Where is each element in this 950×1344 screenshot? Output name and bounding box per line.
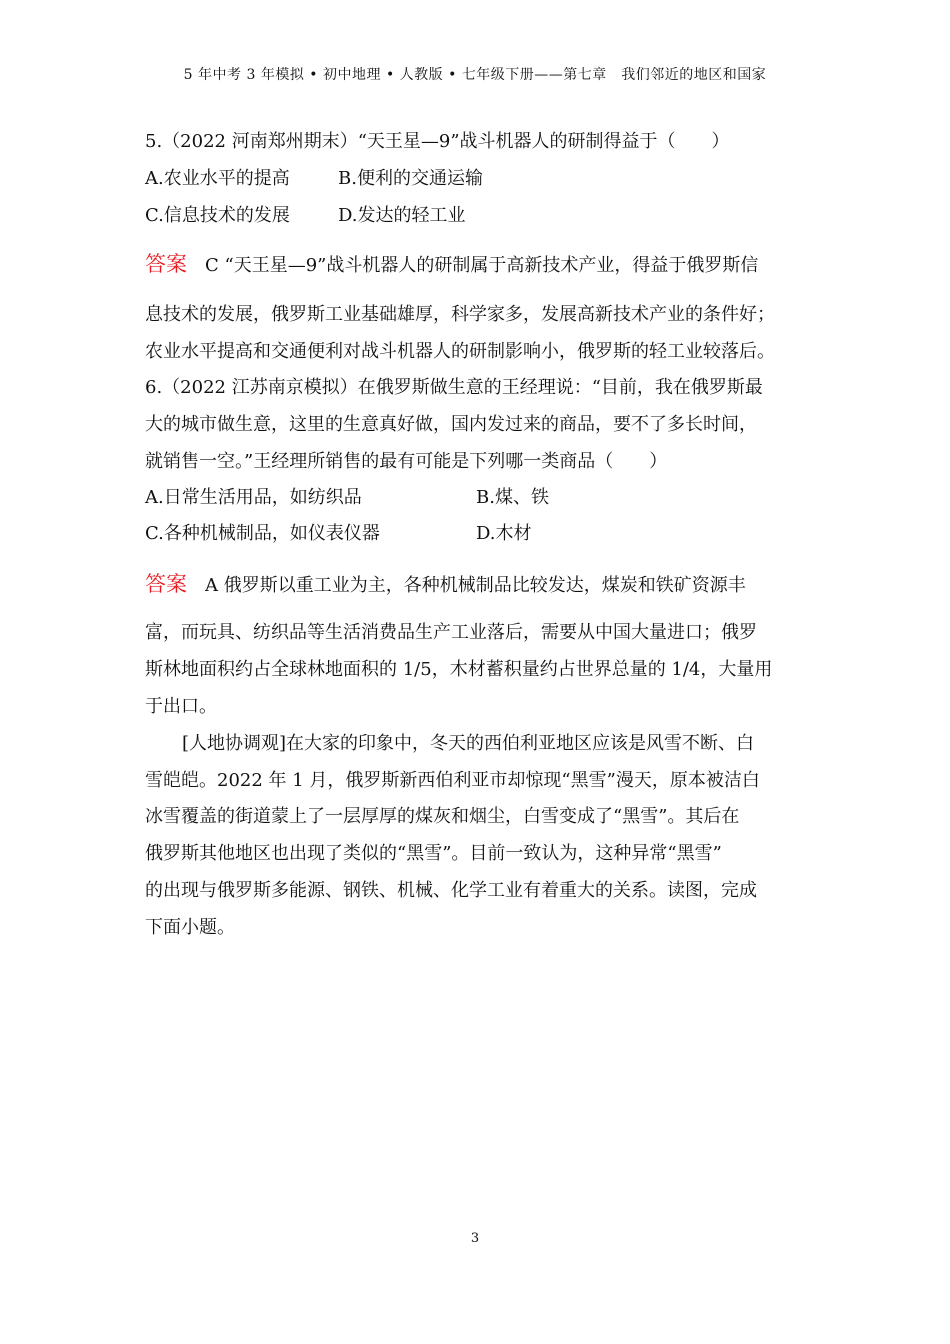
question-5-options-row-2	[145, 201, 466, 227]
page-number: 3	[470, 1231, 480, 1246]
question-6-line-1: 6.（2022 江苏南京模拟）在俄罗斯做生意的王经理说：“目前，我在俄罗斯最	[145, 377, 763, 398]
question-5-option-a: A.农业水平的提高	[145, 168, 290, 189]
question-6-option-a: A.日常生活用品，如纺织品	[145, 487, 362, 508]
question-5-option-d: D.发达的轻工业	[338, 205, 466, 226]
question-6-options-row-2	[145, 519, 532, 545]
answer-5-line-2: 息技术的发展，俄罗斯工业基础雄厚，科学家多，发展高新技术产业的条件好；	[145, 304, 775, 325]
question-6-option-b: B.煤、铁	[476, 487, 549, 508]
question-5-options-row-1	[145, 164, 483, 190]
answer-5-text: C “天王星—9”战斗机器人的研制属于高新技术产业，得益于俄罗斯信	[205, 255, 759, 276]
answer-6-line-2: 富，而玩具、纺织品等生活消费品生产工业落后，需要从中国大量进口；俄罗	[145, 622, 757, 643]
question-6-line-2: 大的城市做生意，这里的生意真好做，国内发过来的商品，要不了多长时间，	[145, 414, 757, 435]
passage-line-5: 的出现与俄罗斯多能源、钢铁、机械、化学工业有着重大的关系。读图，完成	[145, 880, 757, 901]
answer-6-text: A 俄罗斯以重工业为主，各种机械制品比较发达，煤炭和铁矿资源丰	[205, 575, 746, 596]
answer-5-line-3: 农业水平提高和交通便利对战斗机器人的研制影响小，俄罗斯的轻工业较落后。	[145, 341, 775, 362]
answer-5-line-1	[145, 248, 758, 278]
answer-6-line-1	[145, 568, 746, 598]
passage-line-3: 冰雪覆盖的街道蒙上了一层厚厚的煤灰和烟尘，白雪变成了“黑雪”。其后在	[145, 806, 740, 827]
question-6-options-row-1	[145, 483, 549, 509]
question-6-option-d: D.木材	[476, 523, 532, 544]
question-5-option-b: B.便利的交通运输	[338, 168, 483, 189]
question-5-stem: 5.（2022 河南郑州期末）“天王星—9”战斗机器人的研制得益于（ ）	[145, 131, 730, 152]
passage-line-1: [人地协调观]在大家的印象中，冬天的西伯利亚地区应该是风雪不断、白	[182, 733, 755, 754]
answer-label: 答案	[145, 252, 187, 276]
answer-label: 答案	[145, 572, 187, 596]
answer-6-line-4: 于出口。	[145, 696, 217, 717]
page-header: 5 年中考 3 年模拟 • 初中地理 • 人教版 • 七年级下册——第七章 我们邻近的地区和国家	[183, 67, 767, 83]
question-6-line-3: 就销售一空。”王经理所销售的最有可能是下列哪一类商品（ ）	[145, 451, 668, 472]
question-5-option-c: C.信息技术的发展	[145, 205, 290, 226]
passage-line-6: 下面小题。	[145, 917, 235, 938]
answer-6-line-3: 斯林地面积约占全球林地面积的 1/5，木材蓄积量约占世界总量的 1/4，大量用	[145, 659, 773, 680]
passage-line-2: 雪皑皑。2022 年 1 月，俄罗斯新西伯利亚市却惊现“黑雪”漫天，原本被洁白	[145, 770, 760, 791]
passage-line-4: 俄罗斯其他地区也出现了类似的“黑雪”。目前一致认为，这种异常“黑雪”	[145, 843, 722, 864]
question-6-option-c: C.各种机械制品，如仪表仪器	[145, 523, 380, 544]
